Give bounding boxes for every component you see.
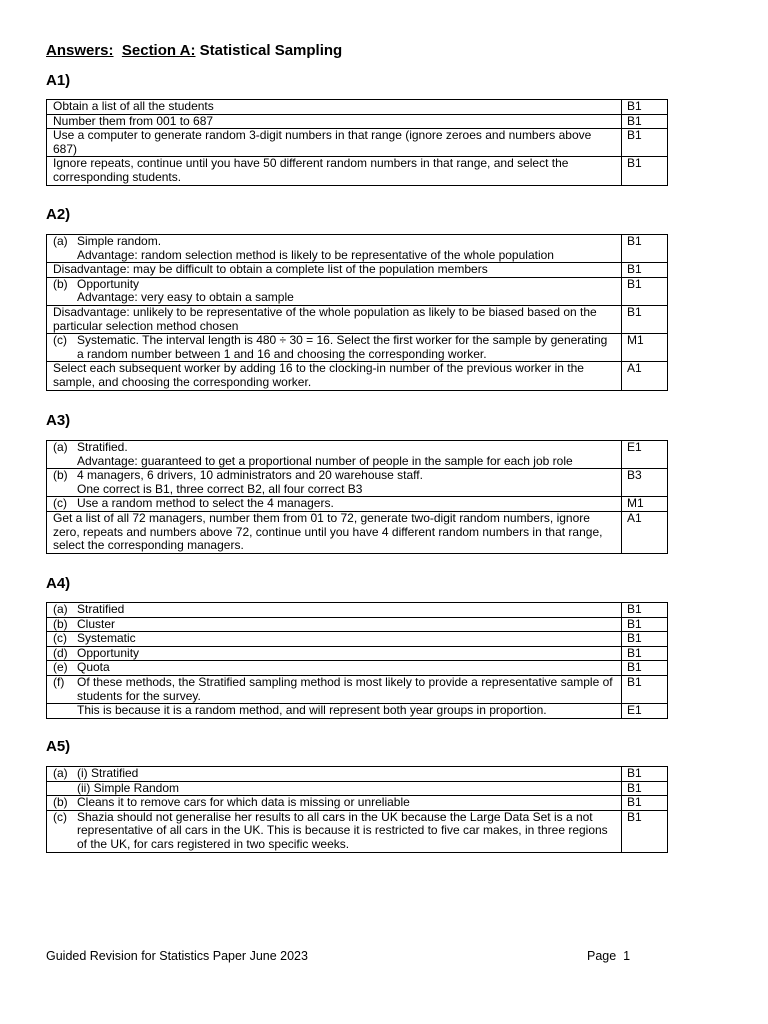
footer-page — [587, 949, 630, 963]
mark-cell: B1 — [622, 767, 668, 782]
answer-text-cell — [47, 277, 622, 305]
footer-title: Guided Revision for Statistics Paper June 2023 — [46, 949, 308, 963]
answer-row — [47, 469, 668, 497]
answer-table — [46, 766, 668, 853]
answer-text: One correct is B1, three correct B2, all four correct B3 — [77, 481, 363, 496]
answer-text: Advantage: very easy to obtain a sample — [77, 290, 294, 305]
part-label: (b) — [53, 468, 68, 483]
part-label: (a) — [53, 234, 68, 248]
part-label: (c) — [53, 631, 67, 646]
answer-text-cell — [47, 781, 622, 796]
answer-row — [47, 277, 668, 305]
mark-cell: B1 — [622, 263, 668, 278]
section-heading: A2) — [46, 206, 71, 223]
answer-text: Select each subsequent worker by adding 16 to the clocking-in number of the previous worker in the sample, and choosing the corresponding worker. — [53, 361, 584, 389]
answer-row — [47, 675, 668, 703]
mark-cell: M1 — [622, 334, 668, 362]
answer-row — [47, 362, 668, 390]
part-label: (d) — [53, 645, 68, 660]
answer-text: Of these methods, the Stratified sampling method is most likely to provide a representative sample of students for the survey. — [77, 674, 613, 703]
answer-text-cell — [47, 334, 622, 362]
answer-text-cell — [47, 661, 622, 676]
mark-cell: B1 — [622, 617, 668, 632]
answer-text: Ignore repeats, continue until you have 50 different random numbers in that range, and select the corresponding students. — [53, 156, 569, 184]
section-heading: A1) — [46, 72, 71, 89]
answer-text: Opportunity — [77, 645, 140, 660]
answer-text-cell — [47, 796, 622, 811]
mark-cell: B3 — [622, 469, 668, 497]
answer-text: This is because it is a random method, and will represent both year groups in proportion. — [77, 703, 547, 718]
answer-text-cell — [47, 100, 622, 115]
answer-row — [47, 100, 668, 115]
part-label: (a) — [53, 440, 68, 454]
answer-row — [47, 497, 668, 512]
mark-cell: B1 — [622, 277, 668, 305]
answer-text-cell — [47, 235, 622, 263]
answer-text-cell — [47, 632, 622, 647]
answer-text: Disadvantage: may be difficult to obtain a complete list of the population members — [53, 262, 488, 277]
answer-text: Simple random. — [77, 234, 162, 248]
answer-text: Cleans it to remove cars for which data is missing or unreliable — [77, 795, 410, 810]
section-heading: A3) — [46, 412, 71, 429]
answer-text: Obtain a list of all the students — [53, 99, 214, 113]
mark-cell: B1 — [622, 810, 668, 852]
answer-text-cell — [47, 603, 622, 618]
answer-row — [47, 767, 668, 782]
answer-table — [46, 602, 668, 719]
answer-text: Use a random method to select the 4 managers. — [77, 496, 334, 511]
answer-row — [47, 235, 668, 263]
part-label: (f) — [53, 674, 65, 689]
part-label: (a) — [53, 602, 68, 616]
section-label: Section A: — [121, 42, 196, 59]
answer-text-cell — [47, 157, 622, 185]
section-heading: A5) — [46, 738, 71, 755]
answer-row — [47, 441, 668, 469]
answer-row — [47, 305, 668, 333]
mark-cell: B1 — [622, 603, 668, 618]
answer-text-cell — [47, 511, 622, 553]
answer-row — [47, 810, 668, 852]
answer-text-cell — [47, 675, 622, 703]
answer-row — [47, 334, 668, 362]
answer-text: Get a list of all 72 managers, number them from 01 to 72, generate two-digit random numbers, ignore zero, repeats and numbers above 72, continue until you have 4 different random numbers in that range, select the corresponding managers. — [53, 510, 603, 553]
answer-text: Systematic — [77, 631, 136, 646]
mark-cell: B1 — [622, 100, 668, 115]
mark-cell: B1 — [622, 675, 668, 703]
answers-label: Answers: — [46, 42, 114, 59]
mark-cell: E1 — [622, 441, 668, 469]
answer-text-cell — [47, 497, 622, 512]
answer-text-cell — [47, 469, 622, 497]
answer-text-cell — [47, 441, 622, 469]
part-label: (b) — [53, 795, 68, 810]
answer-text: (i) Stratified — [77, 766, 139, 780]
mark-cell: A1 — [622, 362, 668, 390]
answer-table — [46, 440, 668, 554]
answer-text: Number them from 001 to 687 — [53, 113, 214, 128]
mark-cell: M1 — [622, 497, 668, 512]
answer-row — [47, 646, 668, 661]
answer-text-cell — [47, 362, 622, 390]
mark-cell: A1 — [622, 511, 668, 553]
page-number: 1 — [623, 949, 631, 963]
page-label: Page — [587, 949, 617, 963]
answer-text: Stratified. — [77, 440, 128, 454]
answer-row — [47, 157, 668, 185]
answer-row — [47, 704, 668, 719]
answer-text: Disadvantage: unlikely to be representative of the whole population as likely to be biased based on the particular selection method chosen — [53, 304, 597, 333]
answer-text-cell — [47, 810, 622, 852]
answer-text-cell — [47, 704, 622, 719]
answer-row — [47, 129, 668, 157]
answer-row — [47, 796, 668, 811]
answer-row — [47, 661, 668, 676]
answer-text-cell — [47, 305, 622, 333]
mark-cell: B1 — [622, 305, 668, 333]
answer-table — [46, 99, 668, 186]
answer-text: Cluster — [77, 616, 116, 631]
answer-row — [47, 263, 668, 278]
answer-text-cell — [47, 646, 622, 661]
mark-cell: B1 — [622, 661, 668, 676]
answer-row — [47, 632, 668, 647]
answer-text-cell — [47, 114, 622, 129]
answer-text: Advantage: guaranteed to get a proportional number of people in the sample for each job role — [77, 453, 573, 468]
answer-text: Opportunity — [77, 276, 140, 291]
section-heading: A4) — [46, 575, 71, 592]
mark-cell: B1 — [622, 157, 668, 185]
answer-text: (ii) Simple Random — [77, 780, 180, 795]
mark-cell: B1 — [622, 129, 668, 157]
answer-text: Stratified — [77, 602, 125, 616]
mark-cell: B1 — [622, 235, 668, 263]
part-label: (c) — [53, 496, 67, 511]
mark-cell: B1 — [622, 646, 668, 661]
answer-row — [47, 781, 668, 796]
answer-row — [47, 114, 668, 129]
answer-row — [47, 511, 668, 553]
part-label: (a) — [53, 766, 68, 780]
answer-text: Quota — [77, 660, 110, 675]
mark-cell: E1 — [622, 704, 668, 719]
answer-text: Shazia should not generalise her results to all cars in the UK because the Large Data Set is a not representative of all cars in the UK. This is because it is restricted to five car makes, in three regions of the UK, for cars registered in two specific weeks. — [77, 809, 608, 851]
answer-text-cell — [47, 129, 622, 157]
part-label: (c) — [53, 809, 67, 824]
answer-text: Advantage: random selection method is likely to be representative of the whole population — [77, 247, 554, 262]
answer-table — [46, 234, 668, 391]
mark-cell: B1 — [622, 796, 668, 811]
part-label: (b) — [53, 616, 68, 631]
answer-row — [47, 617, 668, 632]
mark-cell: B1 — [622, 632, 668, 647]
answer-text: Use a computer to generate random 3-digit numbers in that range (ignore zeroes and numbers above 687) — [53, 128, 592, 156]
mark-cell: B1 — [622, 114, 668, 129]
section-topic: Statistical Sampling — [199, 42, 343, 59]
part-label: (c) — [53, 333, 67, 348]
answer-text: Systematic. The interval length is 480 ÷ 30 = 16. Select the first worker for the sample by generating a random number between 1 and 16 and choosing the corresponding worker. — [77, 333, 608, 361]
answer-text-cell — [47, 263, 622, 278]
answer-row — [47, 603, 668, 618]
page-title — [46, 42, 342, 59]
part-label: (b) — [53, 276, 68, 291]
part-label: (e) — [53, 660, 68, 675]
answer-text-cell — [47, 767, 622, 782]
answer-text-cell — [47, 617, 622, 632]
answer-text: 4 managers, 6 drivers, 10 administrators and 20 warehouse staff. — [77, 468, 423, 483]
mark-cell: B1 — [622, 781, 668, 796]
